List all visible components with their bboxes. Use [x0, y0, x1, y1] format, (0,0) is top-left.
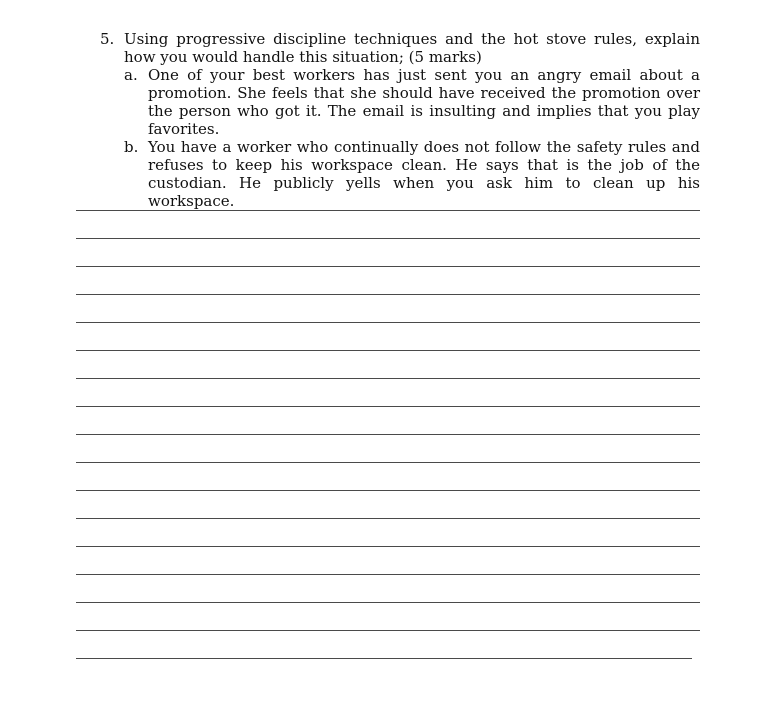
answer-line[interactable]: [76, 350, 700, 351]
answer-line[interactable]: [76, 574, 700, 575]
answer-line[interactable]: [76, 294, 700, 295]
sub-question-text: You have a worker who continually does not follow the safety rules and refuses to keep his workspace clean. He says that is the job of the custodian. He publicly yells when you ask him to clean up his workspace.: [148, 138, 700, 210]
question-number: 5.: [100, 30, 115, 48]
answer-line[interactable]: [76, 518, 700, 519]
answer-line[interactable]: [76, 490, 700, 491]
answer-line[interactable]: [76, 322, 700, 323]
answer-line[interactable]: [76, 238, 700, 239]
sub-question-text: One of your best workers has just sent you an angry email about a promotion. She feels that she should have received the promotion over the person who got it. The email is insulting and implies that you play favorites.: [148, 66, 700, 138]
sub-question-letter: b.: [124, 138, 139, 156]
answer-line[interactable]: [76, 462, 700, 463]
answer-line[interactable]: [76, 434, 700, 435]
sub-question-letter: a.: [124, 66, 138, 84]
answer-line[interactable]: [76, 658, 692, 659]
answer-line[interactable]: [76, 546, 700, 547]
answer-line[interactable]: [76, 378, 700, 379]
answer-line[interactable]: [76, 602, 700, 603]
answer-line[interactable]: [76, 210, 700, 211]
answer-line[interactable]: [76, 406, 700, 407]
answer-line[interactable]: [76, 266, 700, 267]
question-prompt: Using progressive discipline techniques and the hot stove rules, explain how you would handle this situation; (5 marks): [124, 30, 700, 66]
answer-lines-area[interactable]: [76, 0, 700, 717]
answer-line[interactable]: [76, 630, 700, 631]
